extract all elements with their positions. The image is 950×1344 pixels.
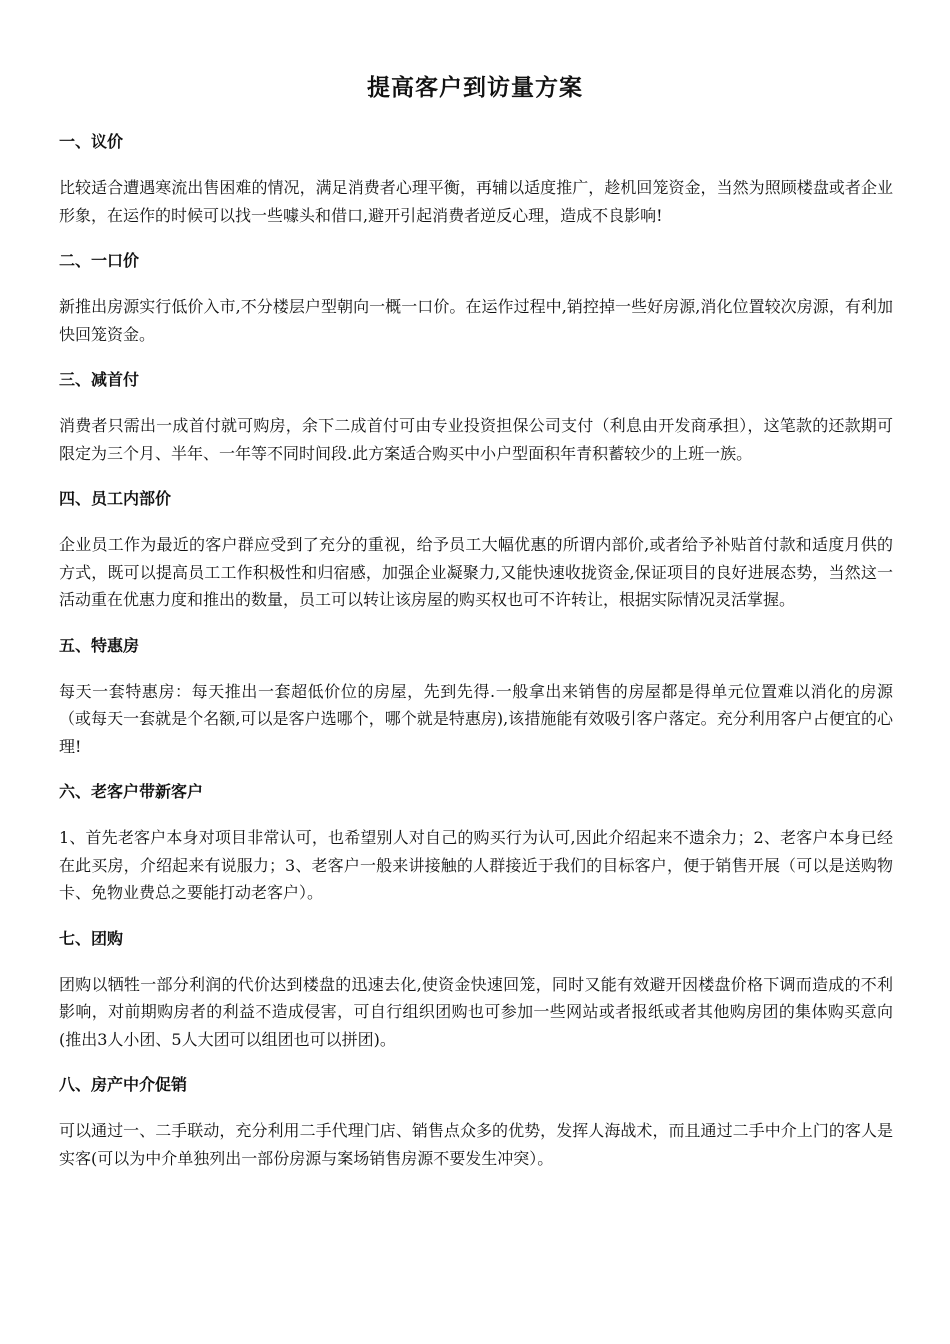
section-body: 可以通过一、二手联动，充分利用二手代理门店、销售点众多的优势，发挥人海战术，而且通过二手中介上门的客人是实客(可以为中介单独列出一部份房源与案场销售房源不要发生冲突）。 [59,1121,893,1168]
section-reduced-down-payment [59,366,893,467]
section-body: 新推出房源实行低价入市,不分楼层户型朝向一概一口价。在运作过程中,销控掉一些好房源,消化位置较次房源，有利加快回笼资金。 [59,297,893,344]
section-body: 团购以牺牲一部分利润的代价达到楼盘的迅速去化,使资金快速回笼，同时又能有效避开因楼盘价格下调而造成的不利影响，对前期购房者的利益不造成侵害，可自行组织团购也可参加一些网站或者报纸或者其他购房团的集体购买意向(推出3人小团、5人大团可以组团也可以拼团)。 [59,974,893,1049]
section-body: 企业员工作为最近的客户群应受到了充分的重视，给予员工大幅优惠的所谓内部价,或者给予补贴首付款和适度月供的方式，既可以提高员工工作积极性和归宿感，加强企业凝聚力,又能快速收拢资金,保证项目的良好进展态势，当然这一活动重在优惠力度和推出的数量，员工可以转让该房屋的购买权也可不许转让，根据实际情况灵活掌握。 [59,535,893,609]
section-heading: 八、房产中介促销 [59,1075,188,1094]
section-heading: 二、一口价 [59,251,140,270]
section-referral [59,778,893,907]
section-body: 消费者只需出一成首付就可购房，余下二成首付可由专业投资担保公司支付（利息由开发商承担），这笔款的还款期可限定为三个月、半年、一年等不同时间段.此方案适合购买中小户型面积年青积蓄较少的上班一族。 [59,416,893,463]
document-title: 提高客户到访量方案 [367,75,583,101]
section-body: 比较适合遭遇寒流出售困难的情况，满足消费者心理平衡，再辅以适度推广，趁机回笼资金，当然为照顾楼盘或者企业形象，在运作的时候可以找一些噱头和借口,避开引起消费者逆反心理，造成不良影响! [59,178,893,225]
section-heading: 七、团购 [59,928,124,948]
section-group-buying [59,925,893,1054]
section-agency-promotion [59,1071,893,1172]
document-content [59,128,893,1190]
section-heading: 五、特惠房 [59,635,140,655]
section-body: 每天一套特惠房：每天推出一套超低价位的房屋，先到先得.一般拿出来销售的房屋都是得单元位置难以消化的房源（或每天一套就是个名额,可以是客户选哪个，哪个就是特惠房),该措施能有效吸引客户落定。充分利用客户占便宜的心理! [59,681,893,756]
section-fixed-price [59,247,893,348]
section-special-offer-house [59,632,893,761]
section-heading: 一、议价 [59,132,124,151]
section-employee-price [59,485,893,614]
section-heading: 四、员工内部价 [59,489,172,508]
section-heading: 三、减首付 [59,370,140,389]
section-heading: 六、老客户带新客户 [59,782,204,801]
section-body: 1、首先老客户本身对项目非常认可，也希望别人对自己的购买行为认可,因此介绍起来不遗余力；2、老客户本身已经在此买房，介绍起来有说服力；3、老客户一般来讲接触的人群接近于我们的目标客户，便于销售开展（可以是送购物卡、免物业费总之要能打动老客户）。 [59,828,893,902]
section-bargaining [59,128,893,229]
